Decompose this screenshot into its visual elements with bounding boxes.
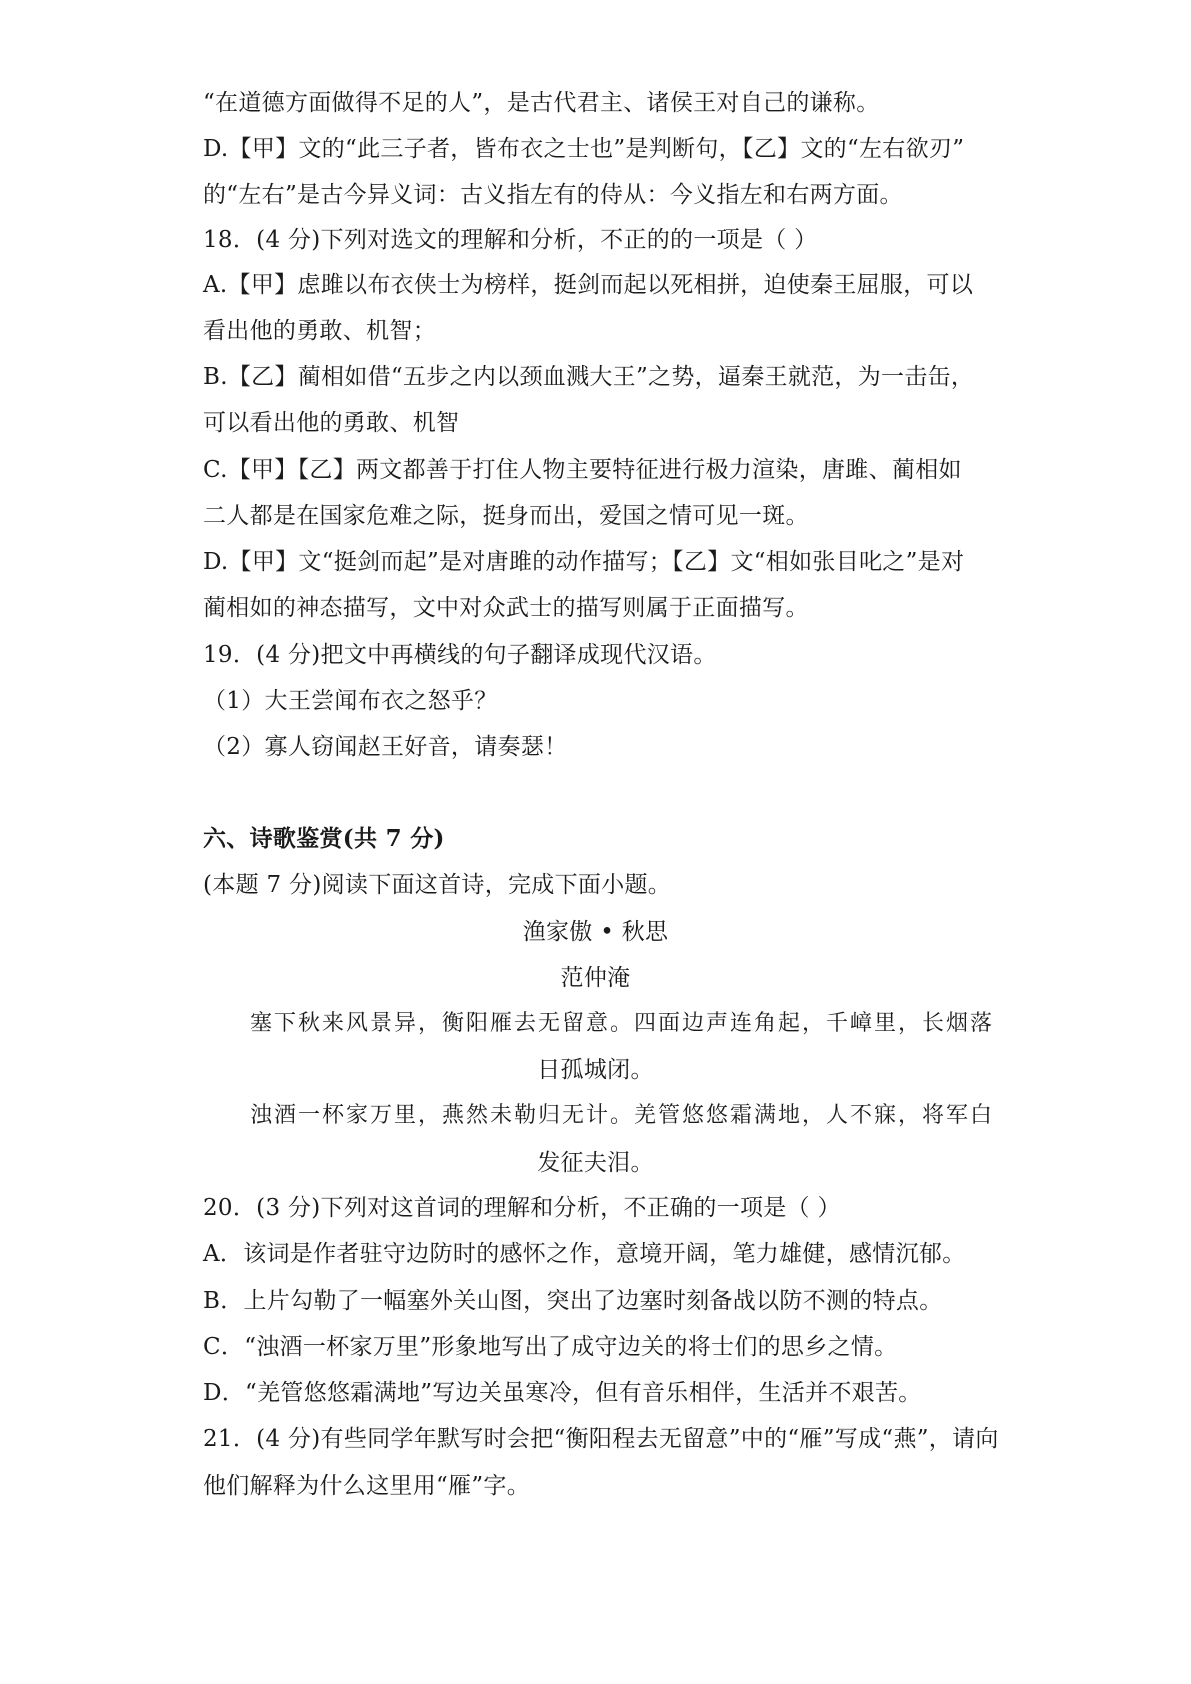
poem-line: 浊酒一杯家万里，燕然未勒归无计。羌管悠悠霜满地，人不寐，将军白 bbox=[250, 1103, 995, 1128]
question-21-cont: 他们解释为什么这里用“雁”字。 bbox=[203, 1473, 531, 1499]
option-20-d: D．“羌管悠悠霜满地”写边关虽寒冷，但有音乐相伴，生活并不艰苦。 bbox=[203, 1380, 922, 1406]
option-18-d: D.【甲】文“挺剑而起”是对唐雎的动作描写；【乙】文“相如张目叱之”是对 bbox=[203, 549, 965, 575]
question-20: 20．(3 分)下列对这首词的理解和分析，不正确的一项是（ ） bbox=[203, 1195, 841, 1221]
option-20-b: B．上片勾勒了一幅塞外关山图，突出了边塞时刻备战以防不测的特点。 bbox=[203, 1288, 943, 1314]
option-18-a-cont: 看出他的勇敢、机智； bbox=[203, 318, 436, 344]
poem-line: 发征夫泪。 bbox=[537, 1150, 654, 1176]
option-18-c-cont: 二人都是在国家危难之际，挺身而出，爱国之情可见一斑。 bbox=[203, 503, 809, 529]
option-20-c: C．“浊酒一杯家万里”形象地写出了成守边关的将士们的思乡之情。 bbox=[203, 1334, 898, 1360]
question-21: 21．(4 分)有些同学年默写时会把“衡阳程去无留意”中的“雁”写成“燕”，请向 bbox=[203, 1426, 999, 1452]
question-19: 19．(4 分)把文中再横线的句子翻译成现代汉语。 bbox=[203, 642, 717, 668]
section-heading: 六、诗歌鉴赏(共 7 分) bbox=[203, 825, 445, 852]
poem-author: 范仲淹 bbox=[560, 965, 631, 991]
question-19-part-2: （2）寡人窃闻赵王好音，请奏瑟！ bbox=[203, 734, 568, 760]
option-20-a: A．该词是作者驻守边防时的感怀之作，意境开阔，笔力雄健，感情沉郁。 bbox=[203, 1241, 966, 1267]
poem-line: 日孤城闭。 bbox=[537, 1057, 654, 1083]
option-18-d-cont: 蔺相如的神态描写，文中对众武士的描写则属于正面描写。 bbox=[203, 595, 809, 621]
text-line: 的“左右”是古今异义词：古义指左有的侍从：今义指左和右两方面。 bbox=[203, 182, 903, 208]
poem-line: 塞下秋来风景异，衡阳雁去无留意。四面边声连角起，千嶂里，长烟落 bbox=[250, 1011, 995, 1036]
question-19-part-1: （1）大王尝闻布衣之怒乎？ bbox=[203, 688, 498, 714]
text-line: D.【甲】文的“此三子者，皆布衣之士也”是判断句，【乙】文的“左右欲刃” bbox=[203, 136, 965, 162]
option-18-b-cont: 可以看出他的勇敢、机智 bbox=[203, 410, 460, 436]
text-line: “在道德方面做得不足的人”，是古代君主、诸侯王对自己的谦称。 bbox=[203, 90, 880, 116]
option-18-c: C.【甲】【乙】两文都善于打住人物主要特征进行极力渲染，唐雎、蔺相如 bbox=[203, 457, 962, 483]
option-18-a: A.【甲】虑雎以布衣侠士为榜样，挺剑而起以死相拼，迫使秦王屈服，可以 bbox=[203, 272, 974, 298]
section-intro: (本题 7 分)阅读下面这首诗，完成下面小题。 bbox=[203, 872, 672, 898]
question-18: 18．(4 分)下列对选文的理解和分析，不正的的一项是（ ） bbox=[203, 227, 818, 253]
poem-title: 渔家傲 • 秋思 bbox=[522, 919, 669, 945]
option-18-b: B.【乙】蔺相如借“五步之内以颈血溅大王”之势，逼秦王就范，为一击缶， bbox=[203, 364, 975, 390]
